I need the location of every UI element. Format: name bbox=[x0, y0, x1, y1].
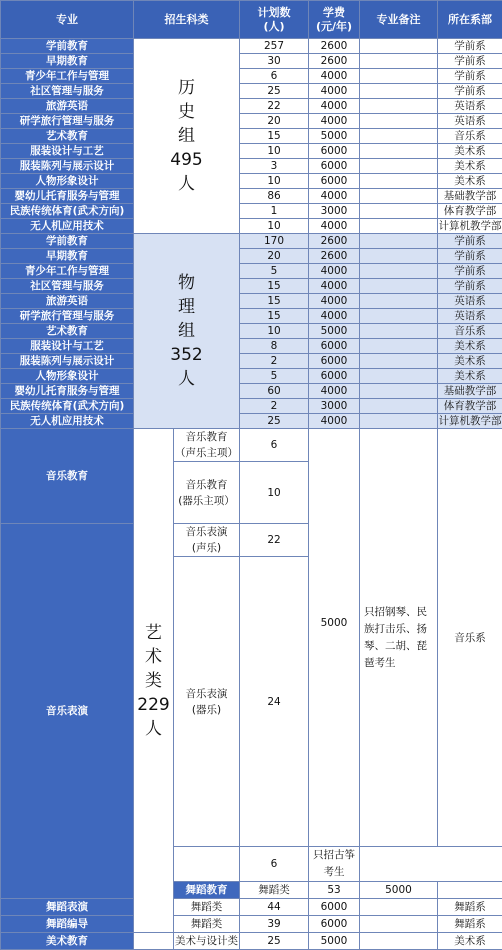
plan-cell: 22 bbox=[240, 524, 309, 557]
plan-cell: 6 bbox=[240, 69, 309, 84]
major-cell: 无人机应用技术 bbox=[1, 414, 134, 429]
table-row bbox=[1, 54, 502, 69]
table-row bbox=[1, 294, 502, 309]
plan-cell: 10 bbox=[240, 462, 309, 524]
plan-cell: 6 bbox=[240, 847, 309, 882]
plan-cell: 24 bbox=[240, 557, 309, 847]
fee-cell: 4000 bbox=[309, 294, 360, 309]
note-cell bbox=[360, 399, 438, 414]
major-cell: 服装设计与工艺 bbox=[1, 144, 134, 159]
table-row bbox=[1, 899, 502, 916]
major-cell: 青少年工作与管理 bbox=[1, 69, 134, 84]
plan-cell: 257 bbox=[240, 39, 309, 54]
dept-cell: 学前系 bbox=[438, 39, 502, 54]
fee-cell: 6000 bbox=[309, 354, 360, 369]
header-category: 招生科类 bbox=[134, 1, 240, 39]
major-cell: 早期教育 bbox=[1, 54, 134, 69]
history-group-label: 历 史 组 495 人 bbox=[134, 39, 240, 234]
header-plan: 计划数 (人) bbox=[240, 1, 309, 39]
dept-cell: 体育教学部 bbox=[438, 399, 502, 414]
major-cell: 早期教育 bbox=[1, 249, 134, 264]
subcategory-cell bbox=[174, 847, 240, 882]
fee-cell: 6000 bbox=[309, 174, 360, 189]
major-cell: 研学旅行管理与服务 bbox=[1, 309, 134, 324]
major-cell: 婴幼儿托育服务与管理 bbox=[1, 384, 134, 399]
table-row bbox=[1, 324, 502, 339]
dept-cell: 音乐系 bbox=[438, 429, 502, 847]
plan-cell: 5 bbox=[240, 369, 309, 384]
fee-cell: 2600 bbox=[309, 54, 360, 69]
subcategory-cell: 舞蹈类 bbox=[174, 916, 240, 933]
fee-cell: 6000 bbox=[309, 899, 360, 916]
dept-cell: 基础教学部 bbox=[438, 189, 502, 204]
table-row bbox=[1, 429, 502, 462]
fee-cell: 2600 bbox=[309, 249, 360, 264]
fee-cell: 6000 bbox=[309, 339, 360, 354]
major-cell: 民族传统体育(武术方向) bbox=[1, 399, 134, 414]
note-cell bbox=[360, 189, 438, 204]
fee-cell: 2600 bbox=[309, 39, 360, 54]
plan-cell: 25 bbox=[240, 414, 309, 429]
category-cell bbox=[134, 933, 174, 950]
table-row bbox=[1, 399, 502, 414]
note-cell bbox=[360, 174, 438, 189]
fee-cell: 4000 bbox=[309, 279, 360, 294]
dept-cell: 体育教学部 bbox=[438, 204, 502, 219]
table-row bbox=[1, 339, 502, 354]
note-cell bbox=[360, 219, 438, 234]
table-row bbox=[1, 204, 502, 219]
dept-cell: 英语系 bbox=[438, 99, 502, 114]
dept-cell: 舞蹈系 bbox=[438, 916, 502, 933]
plan-cell: 2 bbox=[240, 399, 309, 414]
physics-group-label: 物 理 组 352 人 bbox=[134, 234, 240, 429]
table-row bbox=[1, 414, 502, 429]
dept-cell: 美术系 bbox=[438, 369, 502, 384]
note-cell bbox=[438, 882, 502, 899]
dept-cell: 英语系 bbox=[438, 309, 502, 324]
subcategory-cell: 美术与设计类 bbox=[174, 933, 240, 950]
plan-cell: 15 bbox=[240, 294, 309, 309]
fee-cell: 5000 bbox=[309, 429, 360, 847]
dept-cell: 学前系 bbox=[438, 54, 502, 69]
plan-cell: 20 bbox=[240, 249, 309, 264]
note-cell: 只招钢琴、民族打击乐、扬琴、二胡、琵琶考生 bbox=[360, 429, 438, 847]
note-cell bbox=[360, 324, 438, 339]
major-cell: 社区管理与服务 bbox=[1, 279, 134, 294]
plan-cell: 25 bbox=[240, 84, 309, 99]
dept-cell: 计算机教学部 bbox=[438, 414, 502, 429]
dept-cell: 基础教学部 bbox=[438, 384, 502, 399]
note-cell bbox=[360, 54, 438, 69]
plan-cell: 25 bbox=[240, 933, 309, 950]
subcategory-cell: 音乐教育 (器乐主项） bbox=[174, 462, 240, 524]
fee-cell: 5000 bbox=[309, 933, 360, 950]
fee-cell: 4000 bbox=[309, 219, 360, 234]
plan-cell: 10 bbox=[240, 174, 309, 189]
note-cell bbox=[360, 84, 438, 99]
note-cell bbox=[360, 369, 438, 384]
major-cell: 舞蹈表演 bbox=[1, 899, 134, 916]
fee-cell: 6000 bbox=[309, 159, 360, 174]
plan-cell: 10 bbox=[240, 324, 309, 339]
note-cell bbox=[360, 309, 438, 324]
table-row bbox=[1, 249, 502, 264]
dept-cell: 舞蹈系 bbox=[438, 899, 502, 916]
note-cell bbox=[360, 384, 438, 399]
dept-cell: 美术系 bbox=[438, 933, 502, 950]
fee-cell: 4000 bbox=[309, 264, 360, 279]
dept-cell: 音乐系 bbox=[438, 324, 502, 339]
fee-cell: 6000 bbox=[309, 916, 360, 933]
subcategory-cell: 舞蹈类 bbox=[174, 899, 240, 916]
table-row bbox=[1, 384, 502, 399]
plan-cell: 10 bbox=[240, 219, 309, 234]
subcategory-cell: 音乐教育 （声乐主项） bbox=[174, 429, 240, 462]
plan-cell: 39 bbox=[240, 916, 309, 933]
plan-cell: 170 bbox=[240, 234, 309, 249]
dept-cell: 学前系 bbox=[438, 279, 502, 294]
note-cell bbox=[360, 114, 438, 129]
plan-cell: 86 bbox=[240, 189, 309, 204]
plan-cell: 15 bbox=[240, 279, 309, 294]
dept-cell: 美术系 bbox=[438, 339, 502, 354]
note-cell bbox=[360, 234, 438, 249]
note-cell bbox=[360, 899, 438, 916]
plan-cell: 2 bbox=[240, 354, 309, 369]
arts-group-label: 艺 术 类 229 人 bbox=[134, 429, 174, 933]
table-row bbox=[1, 279, 502, 294]
plan-cell: 53 bbox=[309, 882, 360, 899]
major-cell: 服装设计与工艺 bbox=[1, 339, 134, 354]
dept-cell: 美术系 bbox=[438, 354, 502, 369]
header-fee: 学费 (元/年) bbox=[309, 1, 360, 39]
table-row bbox=[1, 99, 502, 114]
table-row bbox=[1, 219, 502, 234]
note-cell bbox=[360, 279, 438, 294]
dept-cell: 学前系 bbox=[438, 264, 502, 279]
fee-cell: 4000 bbox=[309, 189, 360, 204]
note-cell bbox=[360, 144, 438, 159]
dept-cell: 美术系 bbox=[438, 174, 502, 189]
table-row bbox=[1, 84, 502, 99]
fee-cell: 5000 bbox=[360, 882, 438, 899]
dept-cell: 学前系 bbox=[438, 84, 502, 99]
major-cell: 艺术教育 bbox=[1, 324, 134, 339]
fee-cell: 4000 bbox=[309, 384, 360, 399]
note-cell bbox=[360, 129, 438, 144]
plan-cell: 60 bbox=[240, 384, 309, 399]
note-cell bbox=[360, 264, 438, 279]
note-cell bbox=[360, 933, 438, 950]
fee-cell: 4000 bbox=[309, 414, 360, 429]
table-row bbox=[1, 234, 502, 249]
major-cell: 音乐表演 bbox=[1, 524, 134, 899]
plan-cell: 6 bbox=[240, 429, 309, 462]
note-cell bbox=[360, 99, 438, 114]
table-row bbox=[1, 916, 502, 933]
subcategory-cell: 舞蹈类 bbox=[240, 882, 309, 899]
plan-cell: 44 bbox=[240, 899, 309, 916]
note-cell bbox=[360, 354, 438, 369]
major-cell: 音乐教育 bbox=[1, 429, 134, 524]
table-row bbox=[1, 114, 502, 129]
dept-cell: 美术系 bbox=[438, 159, 502, 174]
fee-cell: 6000 bbox=[309, 144, 360, 159]
major-cell: 无人机应用技术 bbox=[1, 219, 134, 234]
major-cell: 艺术教育 bbox=[1, 129, 134, 144]
dept-cell: 英语系 bbox=[438, 114, 502, 129]
note-cell bbox=[360, 339, 438, 354]
table-row bbox=[1, 309, 502, 324]
table-row bbox=[1, 369, 502, 384]
plan-cell: 30 bbox=[240, 54, 309, 69]
table-row bbox=[1, 159, 502, 174]
fee-cell: 4000 bbox=[309, 84, 360, 99]
table-row bbox=[1, 354, 502, 369]
major-cell: 服装陈列与展示设计 bbox=[1, 354, 134, 369]
fee-cell: 4000 bbox=[309, 309, 360, 324]
note-cell bbox=[360, 159, 438, 174]
plan-cell: 3 bbox=[240, 159, 309, 174]
major-cell: 舞蹈教育 bbox=[174, 882, 240, 899]
note-cell bbox=[360, 249, 438, 264]
plan-cell: 5 bbox=[240, 264, 309, 279]
major-cell: 旅游英语 bbox=[1, 294, 134, 309]
table-row bbox=[1, 264, 502, 279]
table-row bbox=[1, 174, 502, 189]
note-cell bbox=[360, 69, 438, 84]
note-cell bbox=[360, 39, 438, 54]
note-cell bbox=[360, 204, 438, 219]
dept-cell: 英语系 bbox=[438, 294, 502, 309]
fee-cell: 3000 bbox=[309, 399, 360, 414]
fee-cell: 3000 bbox=[309, 204, 360, 219]
fee-cell: 4000 bbox=[309, 114, 360, 129]
note-cell: 只招古筝考生 bbox=[309, 847, 360, 882]
table-row bbox=[1, 933, 502, 950]
major-cell: 研学旅行管理与服务 bbox=[1, 114, 134, 129]
major-cell: 美术教育 bbox=[1, 933, 134, 950]
table-row bbox=[1, 39, 502, 54]
major-cell: 学前教育 bbox=[1, 234, 134, 249]
plan-cell: 1 bbox=[240, 204, 309, 219]
major-cell: 旅游英语 bbox=[1, 99, 134, 114]
plan-cell: 15 bbox=[240, 129, 309, 144]
note-cell bbox=[360, 294, 438, 309]
fee-cell: 2600 bbox=[309, 234, 360, 249]
header-major: 专业 bbox=[1, 1, 134, 39]
plan-cell: 15 bbox=[240, 309, 309, 324]
table-row bbox=[1, 69, 502, 84]
major-cell: 舞蹈编导 bbox=[1, 916, 134, 933]
fee-cell: 5000 bbox=[309, 129, 360, 144]
fee-cell: 6000 bbox=[309, 369, 360, 384]
major-cell: 人物形象设计 bbox=[1, 369, 134, 384]
fee-cell: 4000 bbox=[309, 99, 360, 114]
major-cell: 学前教育 bbox=[1, 39, 134, 54]
major-cell: 青少年工作与管理 bbox=[1, 264, 134, 279]
major-cell: 民族传统体育(武术方向) bbox=[1, 204, 134, 219]
dept-cell: 学前系 bbox=[438, 234, 502, 249]
fee-cell: 4000 bbox=[309, 69, 360, 84]
subcategory-cell: 音乐表演 (器乐) bbox=[174, 557, 240, 847]
header-dept: 所在系部 bbox=[438, 1, 502, 39]
major-cell: 社区管理与服务 bbox=[1, 84, 134, 99]
dept-cell: 计算机教学部 bbox=[438, 219, 502, 234]
plan-cell: 10 bbox=[240, 144, 309, 159]
note-cell bbox=[360, 916, 438, 933]
dept-cell: 学前系 bbox=[438, 249, 502, 264]
dept-cell: 学前系 bbox=[438, 69, 502, 84]
table-row bbox=[1, 129, 502, 144]
dept-cell: 美术系 bbox=[438, 144, 502, 159]
dept-cell: 音乐系 bbox=[438, 129, 502, 144]
note-cell bbox=[360, 414, 438, 429]
subcategory-cell: 音乐表演 (声乐) bbox=[174, 524, 240, 557]
plan-cell: 20 bbox=[240, 114, 309, 129]
major-cell: 服装陈列与展示设计 bbox=[1, 159, 134, 174]
plan-cell: 22 bbox=[240, 99, 309, 114]
major-cell: 人物形象设计 bbox=[1, 174, 134, 189]
header-note: 专业备注 bbox=[360, 1, 438, 39]
header-row bbox=[1, 1, 502, 39]
table-row bbox=[1, 144, 502, 159]
table-row bbox=[1, 189, 502, 204]
major-cell: 婴幼儿托育服务与管理 bbox=[1, 189, 134, 204]
plan-cell: 8 bbox=[240, 339, 309, 354]
fee-cell: 5000 bbox=[309, 324, 360, 339]
